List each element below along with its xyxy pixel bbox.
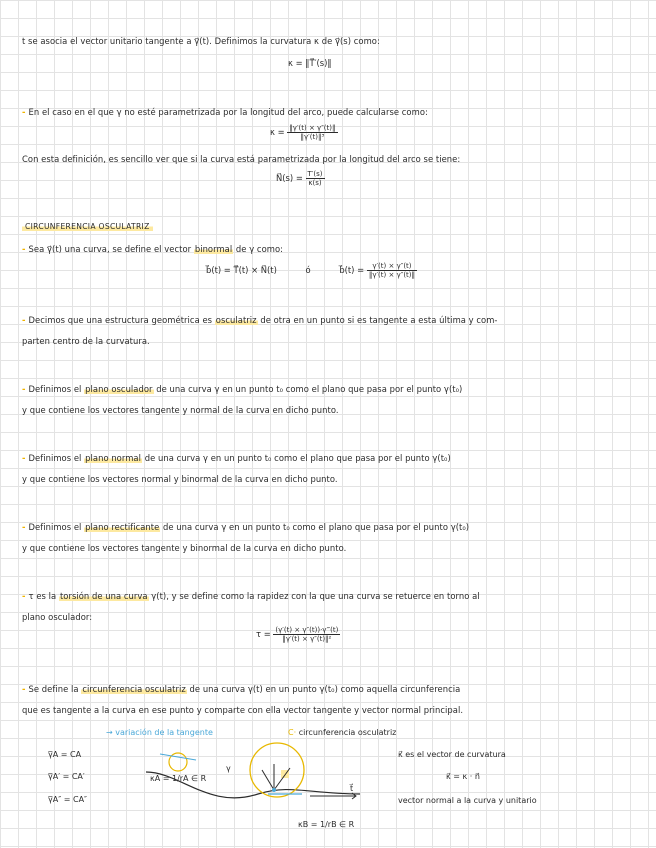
text: Definimos el [28, 522, 85, 532]
kappa-a: κA = 1/rA ∈ R [150, 774, 207, 783]
label-variation: → variación de la tangente [106, 728, 213, 737]
text-line: plano osculador: [22, 612, 93, 622]
text-line: y que contiene los vectores normal y binormal de la curva en dicho punto. [22, 474, 338, 484]
fraction [273, 626, 340, 643]
binormal-vector [262, 770, 274, 790]
highlight: plano normal [85, 453, 141, 463]
text: de una curva γ en un punto t₀ como el plano que pasa por el punto γ(t₀) [141, 453, 451, 463]
formula-lhs: b⃗(t) = [339, 265, 365, 275]
text: Se define la [28, 684, 82, 694]
formula-lhs: τ = [256, 629, 271, 639]
formula-lhs: κ = [270, 127, 285, 137]
bullet-dash: - [22, 107, 26, 117]
text-line [22, 522, 469, 532]
text: τ es la [28, 591, 59, 601]
numerator: γ′(t) × γ″(t) [367, 262, 417, 271]
numerator: ‖γ′(t) × γ″(t)‖ [289, 124, 336, 132]
highlight: binormal [194, 244, 233, 254]
text-line [22, 684, 460, 694]
formula-binormal [206, 262, 417, 279]
osculating-circle-diagram [140, 732, 370, 822]
text: Definimos el [28, 384, 85, 394]
formula-torsion [256, 626, 340, 643]
eq-gamma-a: γ̅A = CA [48, 750, 82, 759]
text: Decimos que una estructura geométrica es [28, 315, 215, 325]
denominator: ‖γ′(t) × γ″(t)‖² [282, 635, 332, 643]
point-b [272, 788, 276, 792]
highlight: plano rectificante [85, 522, 160, 532]
formula-b1: b⃗(t) = T⃗(t) × N⃗(t) [206, 265, 277, 275]
highlight: plano osculador [85, 384, 153, 394]
text-line: t se asocia el vector unitario tangente a γ⃗(t). Definimos la curvatura κ de γ⃗(s) como: [22, 36, 380, 46]
formula-normal [276, 170, 325, 187]
text: de γ como: [233, 244, 284, 254]
text: de otra en un punto si es tangente a esta última y com- [257, 315, 498, 325]
numerator: T′(s) [307, 170, 323, 178]
circle-marker: C· [288, 728, 297, 737]
text: En el caso en el que γ no esté parametrizada por la longitud del arco, puede calcularse como: [28, 107, 428, 117]
highlight: torsión de una curva [59, 591, 148, 601]
tangent-line-a [160, 754, 196, 760]
kappa-vector-eq: κ⃗ = κ · n⃗ [446, 772, 480, 781]
text: Definimos el [28, 453, 85, 463]
highlight: osculatriz [215, 315, 257, 325]
text-line: Con esta definición, es sencillo ver que si la curva está parametrizada por la longitud del arco se tiene: [22, 154, 461, 164]
text-line [22, 244, 283, 254]
text: γ(t), y se define como la rapidez con la que una curva se retuerce en torno al [148, 591, 480, 601]
text: de una curva γ en un punto t₀ como el plano que pasa por el punto γ(t₀) [153, 384, 463, 394]
text-line: y que contiene los vectores tangente y binormal de la curva en dicho punto. [22, 543, 347, 553]
text-line: y que contiene los vectores tangente y normal de la curva en dicho punto. [22, 405, 339, 415]
denominator: ‖γ′(t) × γ″(t)‖ [368, 271, 416, 279]
eq-gamma-a-prime: γ̅A′ = CA′ [48, 772, 85, 781]
bullet-dash: - [22, 522, 26, 532]
curve [146, 772, 360, 798]
or-text: ó [305, 265, 311, 275]
fraction [367, 262, 417, 279]
gamma-label: γ [226, 764, 231, 773]
text-line: que es tangente a la curva en ese punto y comparte con ella vector tangente y vector normal principal. [22, 705, 464, 715]
denominator: ‖γ′(t)‖³ [300, 133, 325, 141]
text-line: parten centro de la curvatura. [22, 336, 150, 346]
formula-curvature: κ = ‖T⃗′(s)‖ [288, 58, 332, 68]
kappa-b: κB = 1/rB ∈ R [298, 820, 355, 829]
numerator: (γ′(t) × γ″(t))·γ‴(t) [275, 626, 339, 634]
text-line [22, 315, 498, 325]
eq-gamma-a-second: γ̅A″ = CA″ [48, 795, 88, 804]
bullet-dash: - [22, 684, 26, 694]
fraction [287, 124, 337, 141]
fraction [306, 170, 325, 187]
section-heading: CIRCUNFERENCIA OSCULATRIZ [22, 222, 153, 231]
text-line [22, 384, 462, 394]
text: Sea γ⃗(t) una curva, se define el vector [28, 244, 194, 254]
formula-curvature-general [270, 124, 338, 141]
text: de una curva γ(t) en un punto γ(t₀) como aquella circunferencia [186, 684, 461, 694]
bullet-dash: - [22, 384, 26, 394]
label-text: circunferencia osculatriz [298, 728, 397, 737]
big-osculating-circle [250, 743, 304, 797]
text-line [22, 453, 451, 463]
bullet-dash: - [22, 244, 26, 254]
kappa-vector-desc: κ⃗ es el vector de curvatura [398, 750, 506, 759]
text: de una curva γ en un punto t₀ como el plano que pasa por el punto γ(t₀) [160, 522, 470, 532]
text-line [22, 107, 428, 117]
normal-vector-desc: vector normal a la curva y unitario [398, 796, 537, 805]
t-label: t⃗ [350, 784, 354, 793]
bullet-dash: - [22, 591, 26, 601]
label-text: variación de la tangente [115, 728, 213, 737]
highlight: circunferencia osculatriz [82, 684, 186, 694]
bullet-dash: - [22, 453, 26, 463]
bullet-dash: - [22, 315, 26, 325]
text-line [22, 591, 480, 601]
formula-lhs: N⃗(s) = [276, 173, 303, 183]
denominator: κ(s) [308, 179, 322, 187]
